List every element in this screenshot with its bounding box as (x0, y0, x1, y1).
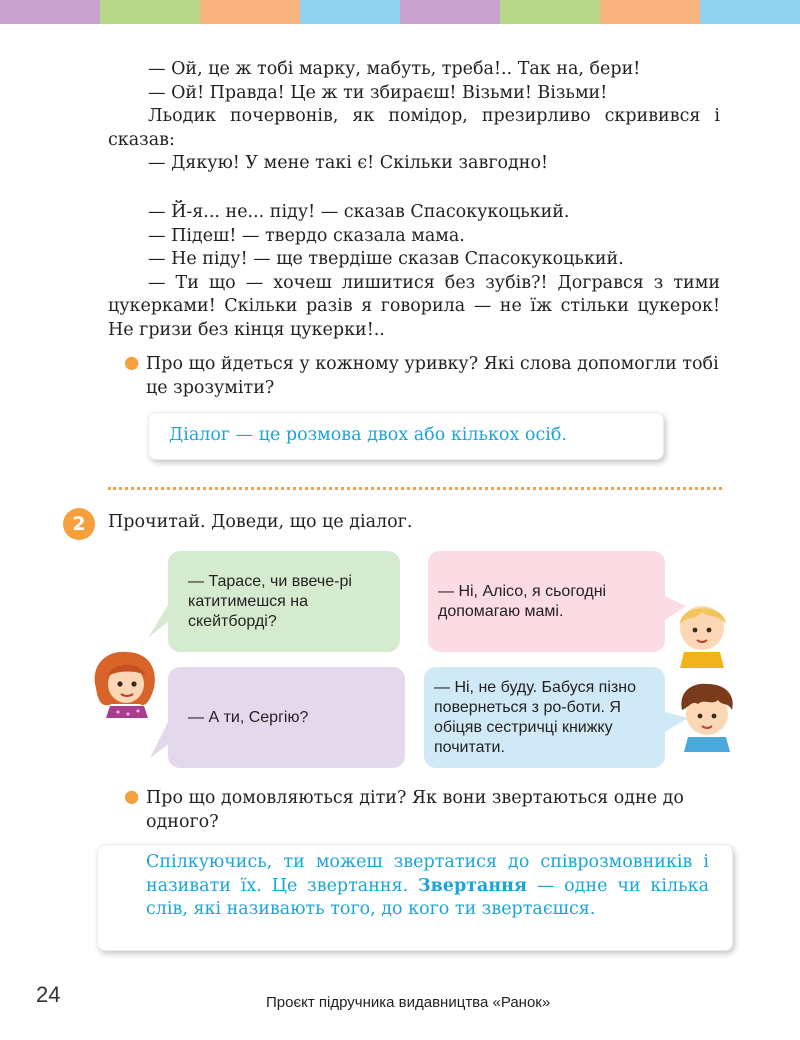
girl-character-icon (88, 648, 164, 718)
speech-bubble-alice-1 (168, 551, 400, 652)
dialogue-line: — Підеш! — твердо сказала мама. (148, 225, 465, 246)
speech-bubble-taras (428, 551, 665, 652)
bubble-text: — Ні, Алісо, я сьогодні допомагаю мамі. (438, 582, 607, 620)
bullet-icon: ● (124, 787, 140, 807)
dialogue-line: — Дякую! У мене такі є! Скільки завгодно! (148, 153, 549, 173)
boy-dark-character-icon (674, 680, 740, 752)
rule-text: — одне чи кілька слів, які називають того, до кого ти звертаєшся. (146, 875, 709, 919)
rule-paragraph (146, 851, 709, 922)
boy-blond-character-icon (672, 598, 732, 668)
rule-text: Діалог — це розмова двох або кількох осіб. (169, 425, 567, 446)
bullet-icon: ● (124, 353, 140, 373)
dialogue-line: — Ой! Правда! Це ж ти збираєш! Візьми! Візьми! (148, 82, 608, 103)
page-number: 24 (36, 982, 61, 1007)
question-1: Про що йдеться у кожному уривку? Які слова допомогли тобі це зрозуміти? (146, 354, 719, 398)
dialogue-line: — Не піду! — ще твердіше сказав Спасокукоцький. (148, 249, 624, 269)
dialogue-line: — Й-я... не... піду! — сказав Спасокукоцький. (148, 202, 570, 222)
footer-project-note: Проєкт підручника видавництва «Ранок» (266, 994, 551, 1011)
question-2: Про що домовляються діти? Як вони звертаються одне до одного? (146, 788, 684, 832)
rule-box-address (97, 844, 733, 951)
dialogue-line: — Ти що — хочеш лишитися без зубів?! Догрався з тими цукерками! Скільки разів я говорила — не їж стільки цукерок! Не гризи без кінця цукерки!.. (108, 272, 720, 340)
dialogue-line: — Ой, це ж тобі марку, мабуть, треба!.. Так на, бери! (148, 59, 641, 79)
bubble-text: — Тарасе, чи ввече-рі катитимешся на скейтборді? (188, 572, 352, 630)
task-instruction: Прочитай. Доведи, що це діалог. (108, 512, 413, 532)
rule-text: Спілкуючись, ти можеш звертатися до співрозмовників і називати їх. Це звертання. (146, 852, 709, 896)
dialogue-line: Льодик почервонів, як помідор, презирливо скривився і сказав: (108, 106, 720, 150)
speech-bubble-serhii (424, 667, 665, 768)
task-number-badge: 2 (63, 508, 95, 540)
rule-term: Звертання (418, 875, 527, 896)
bubble-text: — Ні, не буду. Бабуся пізно повернеться з ро-боти. Я обіцяв сестричці книжку почитати. (434, 678, 636, 756)
speech-bubble-alice-2 (168, 667, 405, 768)
bubble-text: — А ти, Сергію? (188, 708, 309, 726)
